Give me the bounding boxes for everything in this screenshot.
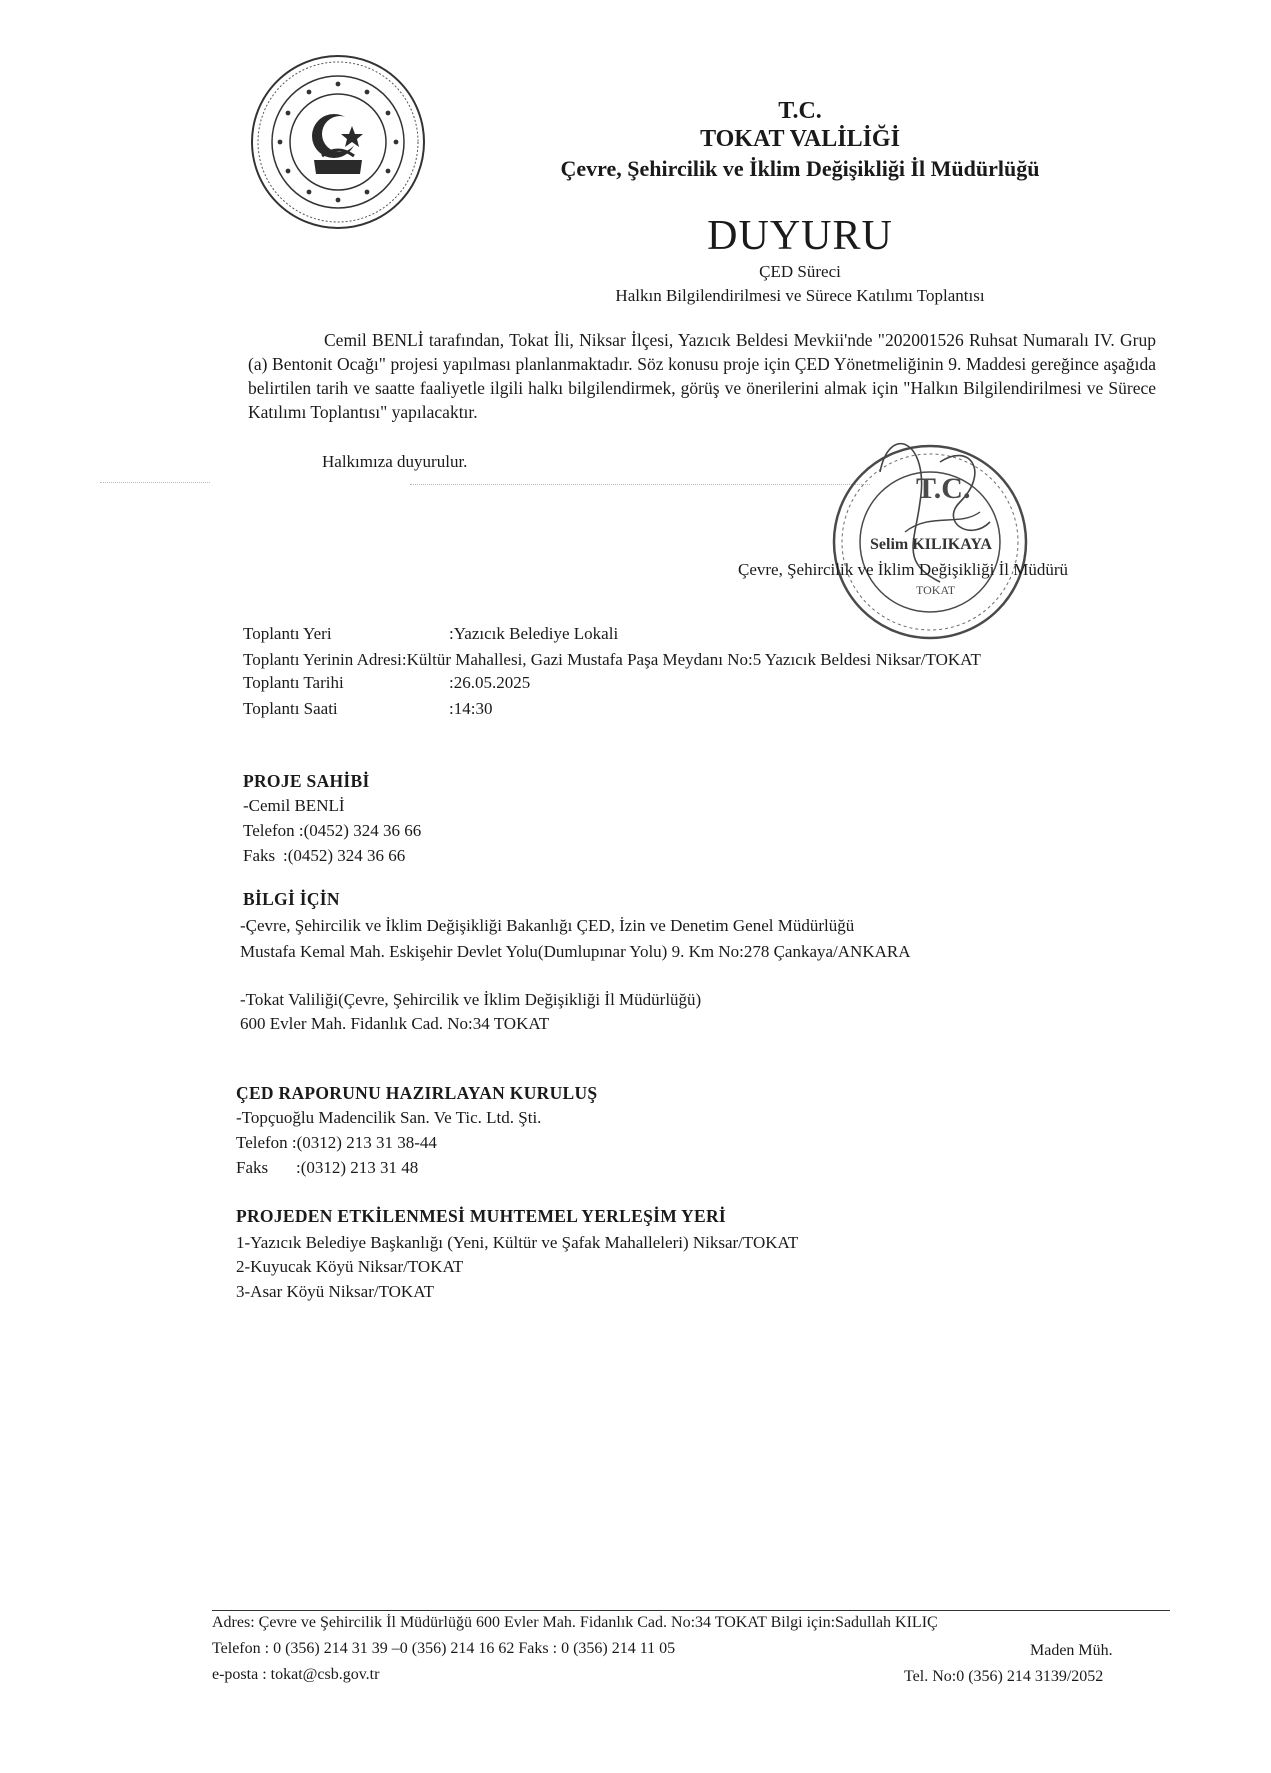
- proje-sahibi-name: -Cemil BENLİ: [243, 796, 345, 815]
- settlement-item: 3-Asar Köyü Niksar/TOKAT: [236, 1282, 434, 1301]
- meeting-address-label: Toplantı Yerinin Adresi: [243, 650, 402, 669]
- meeting-date-value: :26.05.2025: [449, 673, 531, 692]
- footer-telno: Tel. No:0 (356) 214 3139/2052: [904, 1668, 1104, 1685]
- svg-text:TOKAT: TOKAT: [916, 583, 956, 597]
- header-mudurluk: Çevre, Şehircilik ve İklim Değişikliği İl Müdürlüğü: [560, 156, 1040, 181]
- bilgi-line: -Çevre, Şehircilik ve İklim Değişikliği Bakanlığı ÇED, İzin ve Denetim Genel Müdürlüğü: [240, 916, 855, 935]
- ced-firm-name: -Topçuoğlu Madencilik San. Ve Tic. Ltd. Şti.: [236, 1108, 542, 1127]
- bilgi-line: -Tokat Valiliği(Çevre, Şehircilik ve İklim Değişikliği İl Müdürlüğü): [240, 990, 702, 1009]
- meeting-address-row: [243, 650, 981, 670]
- meeting-place-value: :Yazıcık Belediye Lokali: [449, 624, 619, 643]
- duyurulur-text: Halkımıza duyurulur.: [322, 452, 468, 471]
- svg-text:T.C.: T.C.: [916, 472, 971, 505]
- meeting-time-label: Toplantı Saati: [243, 699, 338, 718]
- bilgi-line: Mustafa Kemal Mah. Eskişehir Devlet Yolu(Dumlupınar Yolu) 9. Km No:278 Çankaya/ANKARA: [240, 942, 911, 961]
- meeting-address-value: :Kültür Mahallesi, Gazi Mustafa Paşa Meydanı No:5 Yazıcık Beldesi Niksar/TOKAT: [401, 650, 981, 669]
- signer-title: Çevre, Şehircilik ve İklim Değişikliği İl Müdürü: [738, 560, 1069, 579]
- bilgi-line: 600 Evler Mah. Fidanlık Cad. No:34 TOKAT: [240, 1014, 550, 1033]
- section-heading-proje-sahibi: PROJE SAHİBİ: [243, 771, 370, 791]
- faks-label: Faks: [243, 846, 276, 865]
- faks-value: :(0452) 324 36 66: [283, 846, 406, 865]
- meeting-date-row: [243, 673, 530, 693]
- section-heading-bilgi-icin: BİLGİ İÇİN: [243, 889, 340, 909]
- footer-phone: Telefon : 0 (356) 214 31 39 –0 (356) 214 16 62 Faks : 0 (356) 214 11 05: [212, 1640, 676, 1657]
- faks-value: :(0312) 213 31 48: [296, 1158, 419, 1177]
- footer-email: e-posta : tokat@csb.gov.tr: [212, 1666, 380, 1683]
- signer-name: Selim KILIKAYA: [870, 536, 992, 553]
- divider: [100, 482, 210, 483]
- proje-sahibi-faks-row: [243, 846, 405, 866]
- meeting-date-label: Toplantı Tarihi: [243, 673, 344, 692]
- footer-address: Adres: Çevre ve Şehircilik İl Müdürlüğü 600 Evler Mah. Fidanlık Cad. No:34 TOKAT Bilgi için:Sadullah KILIÇ: [212, 1614, 938, 1631]
- section-heading-etkilenme: PROJEDEN ETKİLENMESİ MUHTEMEL YERLEŞİM YERİ: [236, 1206, 727, 1226]
- subtitle-meeting: Halkın Bilgilendirilmesi ve Sürece Katılımı Toplantısı: [615, 286, 985, 305]
- footer-maden: Maden Müh.: [1030, 1642, 1113, 1659]
- meeting-place-label: Toplantı Yeri: [243, 624, 332, 643]
- announcement-body: Cemil BENLİ tarafından, Tokat İli, Niksar İlçesi, Yazıcık Beldesi Mevkii'nde "202001526 Ruhsat Numaralı IV. Grup (a) Bentonit Ocağı" projesi yapılması planlanmaktadır. Söz konusu proje için ÇED Yönetmeliğinin 9. Maddesi gereğince aşağıda belirtilen tarih ve saatte faaliyetle ilgili halkı bilgilendirmek, görüş ve önerilerini almak için "Halkın Bilgilendirilmesi ve Sürece Katılımı Toplantısı" yapılacaktır.: [248, 330, 1156, 422]
- divider: [410, 484, 870, 485]
- ministry-seal-icon: [248, 52, 428, 232]
- header-tc: T.C.: [778, 98, 822, 124]
- meeting-time-row: [243, 699, 492, 719]
- faks-label: Faks: [236, 1158, 269, 1177]
- settlement-item: 2-Kuyucak Köyü Niksar/TOKAT: [236, 1257, 464, 1276]
- footer-divider: [212, 1610, 1170, 1611]
- proje-sahibi-telefon: Telefon :(0452) 324 36 66: [243, 821, 422, 840]
- ced-faks-row: [236, 1158, 418, 1178]
- document-title: DUYURU: [707, 213, 893, 259]
- subtitle-ced: ÇED Süreci: [759, 262, 841, 281]
- section-heading-ced-raporu: ÇED RAPORUNU HAZIRLAYAN KURULUŞ: [236, 1083, 598, 1103]
- meeting-place-row: [243, 624, 618, 644]
- meeting-time-value: :14:30: [449, 699, 493, 718]
- header-valilik: TOKAT VALİLİĞİ: [700, 126, 900, 152]
- ced-telefon: Telefon :(0312) 213 31 38-44: [236, 1133, 437, 1152]
- settlement-item: 1-Yazıcık Belediye Başkanlığı (Yeni, Kültür ve Şafak Mahalleleri) Niksar/TOKAT: [236, 1233, 799, 1252]
